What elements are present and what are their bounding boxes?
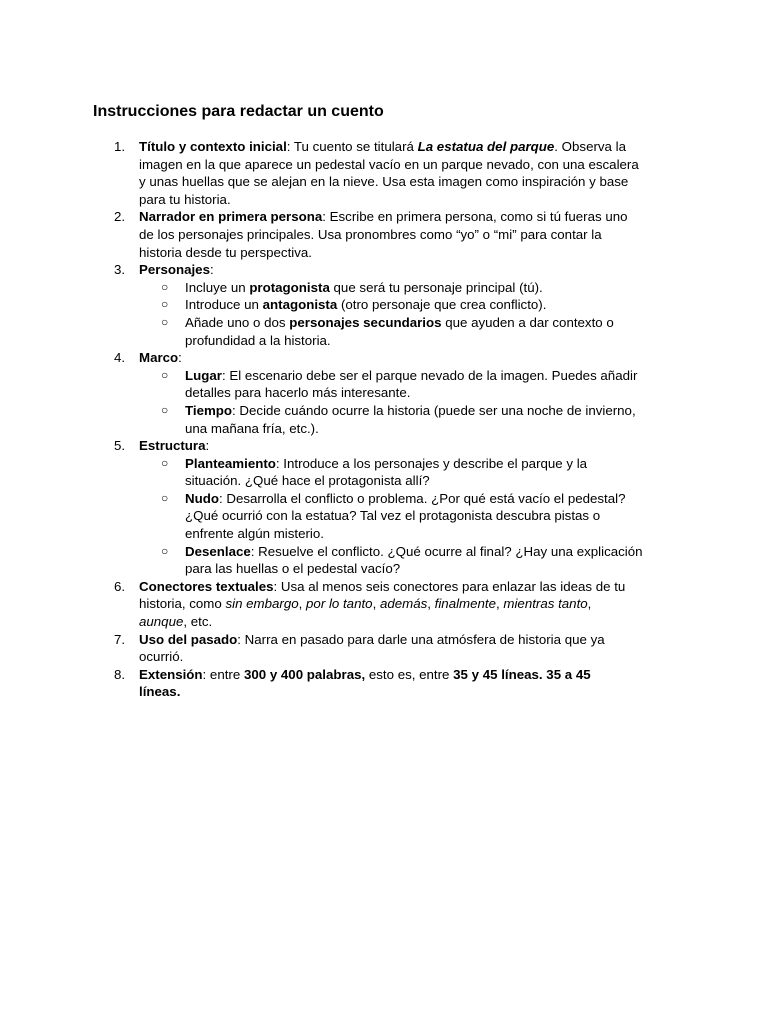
text-line (139, 173, 684, 191)
list-number: 8. (114, 666, 126, 682)
text-run: : Resuelve el conflicto. ¿Qué ocurre al final? ¿Hay una explicación (250, 543, 643, 559)
text-line (185, 367, 684, 385)
text-line (139, 595, 684, 613)
text-line (185, 560, 684, 578)
list-number: 3. (114, 262, 126, 278)
sub-list-item (139, 367, 684, 402)
bold-text: Conectores textuales (139, 578, 274, 594)
text-line (139, 349, 684, 367)
bold-text: Marco (139, 350, 179, 366)
text-run: , etc. (183, 614, 213, 630)
text-run: : Narra en pasado para darle una atmósfera de historia que ya (237, 631, 605, 647)
list-number: 7. (114, 631, 126, 647)
list-item (0, 631, 684, 666)
text-run: : (205, 438, 210, 454)
list-number: 2. (114, 209, 126, 225)
text-run: para las huellas o el pedestal vacío? (185, 561, 401, 577)
bold-text: 35 y 45 líneas. 35 a 45 (453, 666, 591, 682)
sub-list-item (139, 543, 684, 578)
bold-text: Uso del pasado (139, 631, 238, 647)
text-run: y unas huellas que se alejan en la nieve. Usa esta imagen como inspiración y base (139, 174, 629, 190)
text-line (139, 666, 684, 684)
text-line (139, 244, 684, 262)
sub-list-item (139, 455, 684, 490)
bold-text: Planteamiento (185, 455, 276, 471)
text-line (139, 648, 684, 666)
list-number: 6. (114, 578, 126, 594)
bold-text: protagonista (249, 279, 330, 295)
hollow-circle-bullet-icon: ○ (161, 297, 169, 312)
text-run: , (372, 596, 380, 612)
list-item (0, 349, 684, 437)
text-run: profundidad a la historia. (185, 332, 331, 348)
text-run: detalles para hacerlo más interesante. (185, 385, 411, 401)
text-run: enfrente algún misterio. (185, 526, 324, 542)
text-run: imagen en la que aparece un pedestal vacío en un parque nevado, con una escalera (139, 156, 639, 172)
hollow-circle-bullet-icon: ○ (161, 279, 169, 294)
text-run: de los personajes principales. Usa pronombres como “yo” o “mi” para contar la (139, 226, 602, 242)
text-line (139, 631, 684, 649)
bold-text: antagonista (262, 297, 338, 313)
text-line (139, 156, 684, 174)
sub-list (139, 367, 684, 437)
text-run: que será tu personaje principal (tú). (329, 279, 543, 295)
sub-list-item (139, 279, 684, 297)
hollow-circle-bullet-icon: ○ (161, 543, 169, 558)
text-line (139, 578, 684, 596)
sub-list (139, 455, 684, 578)
list-item (0, 666, 684, 701)
text-line (185, 525, 684, 543)
list-item (0, 138, 684, 208)
sub-list-item (139, 314, 684, 349)
text-line (139, 191, 684, 209)
hollow-circle-bullet-icon: ○ (161, 314, 169, 329)
text-run: esto es, entre (365, 666, 454, 682)
text-run: Añade uno o dos (185, 314, 290, 330)
text-run: , (587, 596, 592, 612)
italic-text: además (379, 596, 428, 612)
text-line (139, 208, 684, 226)
text-run: historia, como (139, 596, 226, 612)
bold-text: Nudo (185, 490, 219, 506)
text-line (185, 507, 684, 525)
italic-text: sin embargo (225, 596, 299, 612)
list-item (0, 578, 684, 631)
text-run: . Observa la (554, 139, 626, 154)
text-run: : Usa al menos seis conectores para enlazar las ideas de tu (273, 578, 626, 594)
text-run: : (209, 262, 214, 278)
text-run: : Escribe en primera persona, como si tú fueras uno (322, 209, 628, 225)
text-line (139, 683, 684, 701)
text-run: : Introduce a los personajes y describe el parque y la (275, 455, 588, 471)
hollow-circle-bullet-icon: ○ (161, 455, 169, 470)
text-run: : El escenario debe ser el parque nevado de la imagen. Puedes añadir (221, 367, 638, 383)
text-run: : (178, 350, 182, 366)
hollow-circle-bullet-icon: ○ (161, 490, 169, 505)
italic-text: mientras tanto (503, 596, 588, 612)
text-run: situación. ¿Qué hace el protagonista allí? (185, 473, 430, 489)
text-run: , (496, 596, 504, 612)
list-item (0, 437, 684, 578)
italic-text: finalmente (434, 596, 497, 612)
text-line (139, 261, 684, 279)
text-line (185, 420, 684, 438)
text-run: para tu historia. (139, 191, 231, 207)
text-line (185, 472, 684, 490)
hollow-circle-bullet-icon: ○ (161, 367, 169, 382)
text-line (185, 314, 684, 332)
text-line (185, 490, 684, 508)
italic-text: aunque (139, 614, 184, 630)
bold-text: Título y contexto inicial (139, 139, 287, 154)
bold-text: personajes secundarios (289, 314, 442, 330)
text-run: ¿Qué ocurrió con la estatua? Tal vez el protagonista descubra pistas o (185, 508, 601, 524)
italic-text: por lo tanto (306, 596, 373, 612)
text-run: Introduce un (185, 297, 263, 313)
list-number: 1. (114, 139, 126, 154)
list-item (0, 208, 684, 261)
text-run: : Tu cuento se titulará (286, 139, 418, 154)
text-line (185, 384, 684, 402)
list-number: 4. (114, 350, 126, 366)
text-line (185, 455, 684, 473)
bold-text: Extensión (139, 666, 203, 682)
sub-list-item (139, 296, 684, 314)
text-line (139, 226, 684, 244)
bold-text: La estatua del parque (417, 139, 555, 154)
bold-text: Tiempo (185, 402, 233, 418)
instruction-list (0, 138, 768, 701)
text-run: que ayuden a dar contexto o (441, 314, 614, 330)
bold-text: 300 y 400 palabras, (243, 666, 366, 682)
text-run: , (298, 596, 307, 612)
text-run: ocurrió. (139, 649, 184, 665)
text-run: historia desde tu perspectiva. (139, 244, 312, 260)
text-run: (otro personaje que crea conflicto). (337, 297, 547, 313)
text-line (185, 332, 684, 350)
text-run: : Decide cuándo ocurre la historia (puede ser una noche de invierno, (232, 402, 636, 418)
sub-list-item (139, 402, 684, 437)
bold-text: líneas. (139, 684, 181, 700)
bold-text: Personajes (139, 262, 210, 278)
sub-list-item (139, 490, 684, 543)
document-title: Instrucciones para redactar un cuento (93, 103, 384, 120)
text-run: , (427, 596, 435, 612)
list-item (0, 261, 684, 349)
text-line (185, 296, 684, 314)
bold-text: Estructura (139, 438, 206, 454)
bold-text: Narrador en primera persona (139, 209, 323, 225)
bold-text: Lugar (185, 367, 222, 383)
sub-list (139, 279, 684, 349)
text-run: Incluye un (185, 279, 250, 295)
text-line (185, 543, 684, 561)
text-run: : entre (202, 666, 244, 682)
text-run: : Desarrolla el conflicto o problema. ¿Por qué está vacío el pedestal? (218, 490, 626, 506)
bold-text: Desenlace (185, 543, 251, 559)
list-number: 5. (114, 438, 126, 454)
text-line (139, 613, 684, 631)
text-run: una mañana fría, etc.). (185, 420, 319, 436)
hollow-circle-bullet-icon: ○ (161, 402, 169, 417)
text-line (185, 402, 684, 420)
text-line (139, 437, 684, 455)
text-line (139, 138, 684, 156)
text-line (185, 279, 684, 297)
